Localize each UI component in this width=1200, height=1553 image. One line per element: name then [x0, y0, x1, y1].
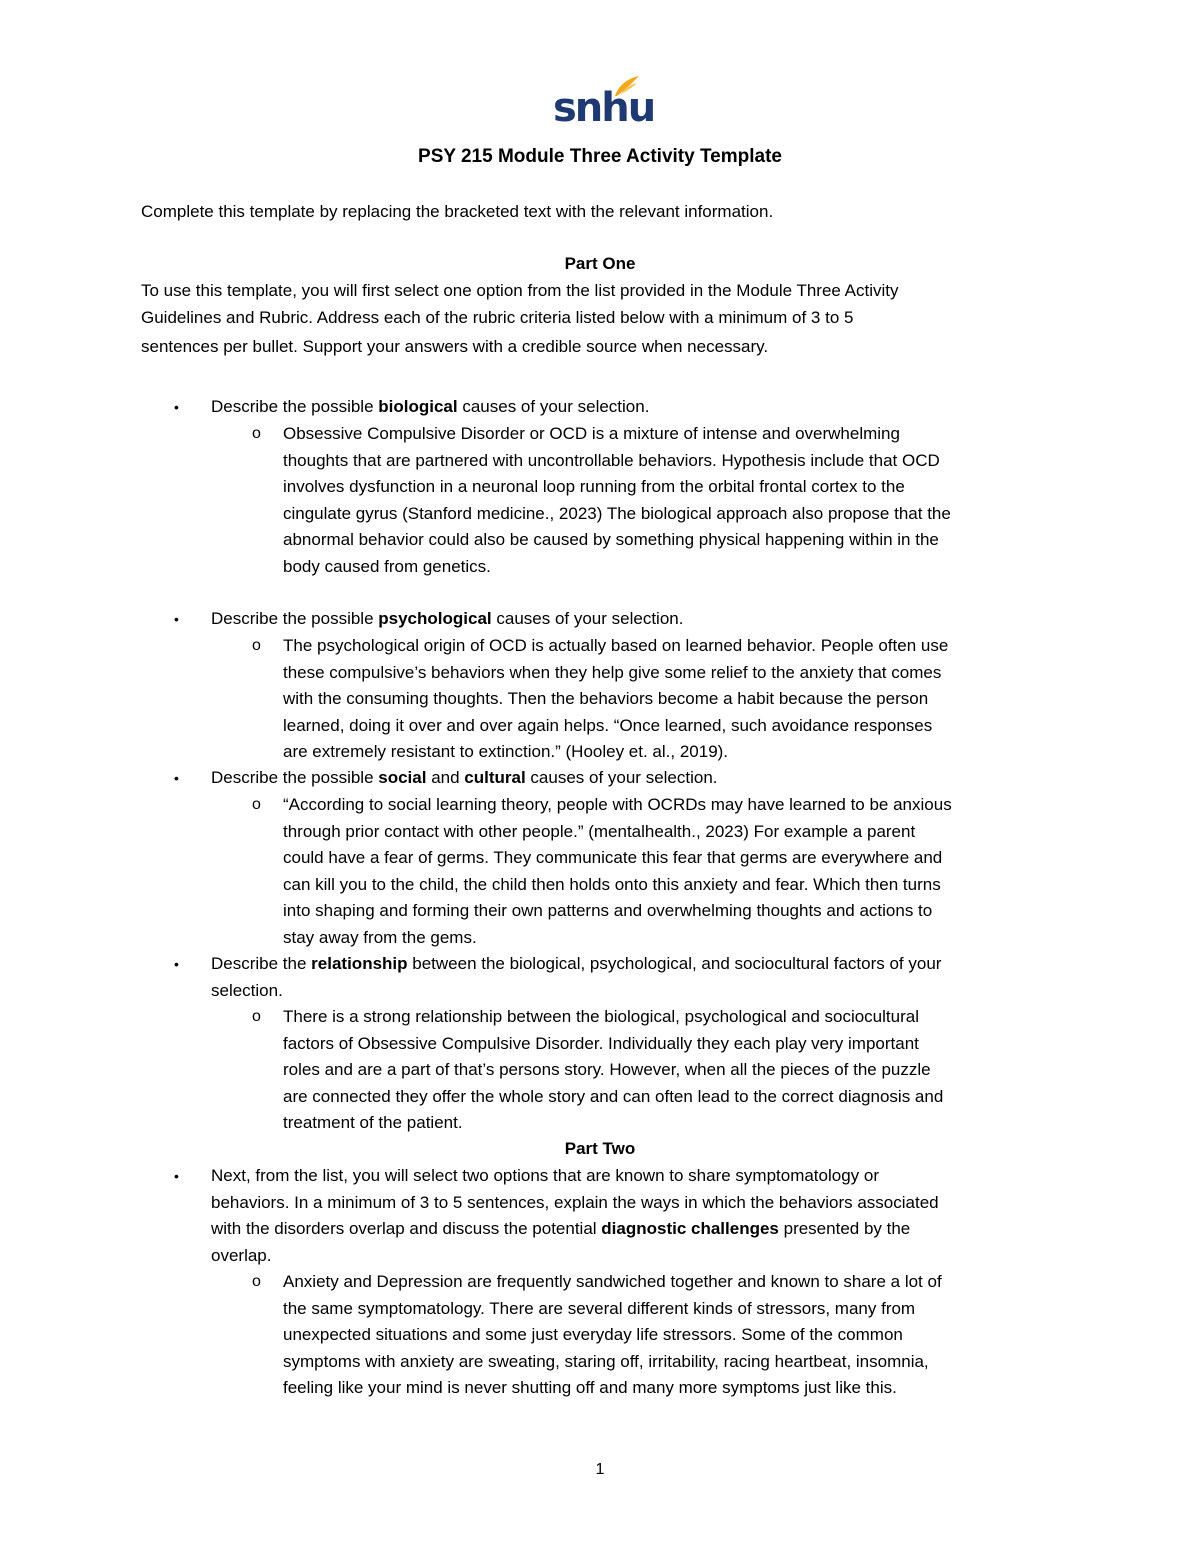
part-two-heading: Part Two — [564, 1139, 636, 1158]
logo-wordmark: snhu — [553, 85, 655, 131]
sub-bullet-icon: o — [252, 425, 261, 442]
page-title: PSY 215 Module Three Activity Template — [418, 146, 782, 167]
part-one-instructions — [141, 278, 1061, 361]
snhu-logo — [553, 74, 655, 132]
instruction-line: To use this template, you will first select one option from the list provided in the Module Three Activity — [141, 281, 899, 300]
bullet-prompt: Describe the relationship between the biological, psychological, and sociocultural factors of your selection. — [211, 954, 942, 1000]
part-one-heading: Part One — [564, 254, 636, 273]
instruction-line: Guidelines and Rubric. Address each of the rubric criteria listed below with a minimum of 3 to 5 — [141, 307, 854, 327]
bullet-icon: • — [174, 770, 179, 786]
sub-bullet-icon: o — [252, 796, 261, 813]
sub-bullet-icon: o — [252, 1008, 261, 1025]
instruction-line: sentences per bullet. Support your answers with a credible source when necessary. — [141, 337, 769, 356]
answer-text: There is a strong relationship between the biological, psychological and sociocultural factors of Obsessive Compulsive Disorder. Individually they each play very important roles and are a part of that’s persons story. However, when all the pieces of the puzzle are connected they offer the whole story and can often lead to the correct diagnosis and treatment of the patient. — [283, 1007, 944, 1132]
bullet-icon: • — [174, 1168, 179, 1184]
bullet-prompt: Describe the possible psychological causes of your selection. — [211, 609, 684, 628]
sub-bullet-icon: o — [252, 1273, 261, 1290]
page-number: 1 — [595, 1461, 605, 1478]
bullet-icon: • — [174, 399, 179, 415]
intro-text: Complete this template by replacing the bracketed text with the relevant information. — [141, 202, 774, 221]
bullet-prompt: Describe the possible social and cultural causes of your selection. — [211, 768, 718, 787]
bullet-prompt: Next, from the list, you will select two options that are known to share symptomatology or behaviors. In a minimum of 3 to 5 sentences, explain the ways in which the behaviors associated with the disorders overlap and discuss the potential diagnostic challenges presented by the overlap. — [211, 1166, 939, 1265]
bullet-prompt: Describe the possible biological causes of your selection. — [211, 397, 650, 416]
bullet-icon: • — [174, 956, 179, 972]
sub-bullet-icon: o — [252, 637, 261, 654]
answer-text: The psychological origin of OCD is actually based on learned behavior. People often use these compulsive’s behaviors when they help give some relief to the anxiety that comes with the consuming thoughts. Then the behaviors become a habit because the person learned, doing it over and over again helps. “Once learned, such avoidance responses are extremely resistant to extinction.” (Hooley et. al., 2019). — [283, 636, 949, 761]
answer-text: Anxiety and Depression are frequently sandwiched together and known to share a lot of the same symptomatology. There are several different kinds of stressors, many from unexpected situations and some just everyday life stressors. Some of the common symptoms with anxiety are sweating, staring off, irritability, racing heartbeat, insomnia, feeling like your mind is never shutting off and many more symptoms just like this. — [283, 1272, 942, 1397]
answer-text: “According to social learning theory, people with OCRDs may have learned to be anxious through prior contact with other people.” (mentalhealth., 2023) For example a parent could have a fear of germs. They communicate this fear that germs are everywhere and can kill you to the child, the child then holds onto this anxiety and fear. Which then turns into shaping and forming their own patterns and overwhelming thoughts and actions to stay away from the gems. — [283, 795, 952, 947]
bullet-icon: • — [174, 611, 179, 627]
answer-text: Obsessive Compulsive Disorder or OCD is a mixture of intense and overwhelming thoughts that are partnered with uncontrollable behaviors. Hypothesis include that OCD involves dysfunction in a neuronal loop running from the orbital frontal cortex to the cingulate gyrus (Stanford medicine., 2023) The biological approach also propose that the abnormal behavior could also be caused by something physical happening within in the body caused from genetics. — [283, 424, 951, 576]
